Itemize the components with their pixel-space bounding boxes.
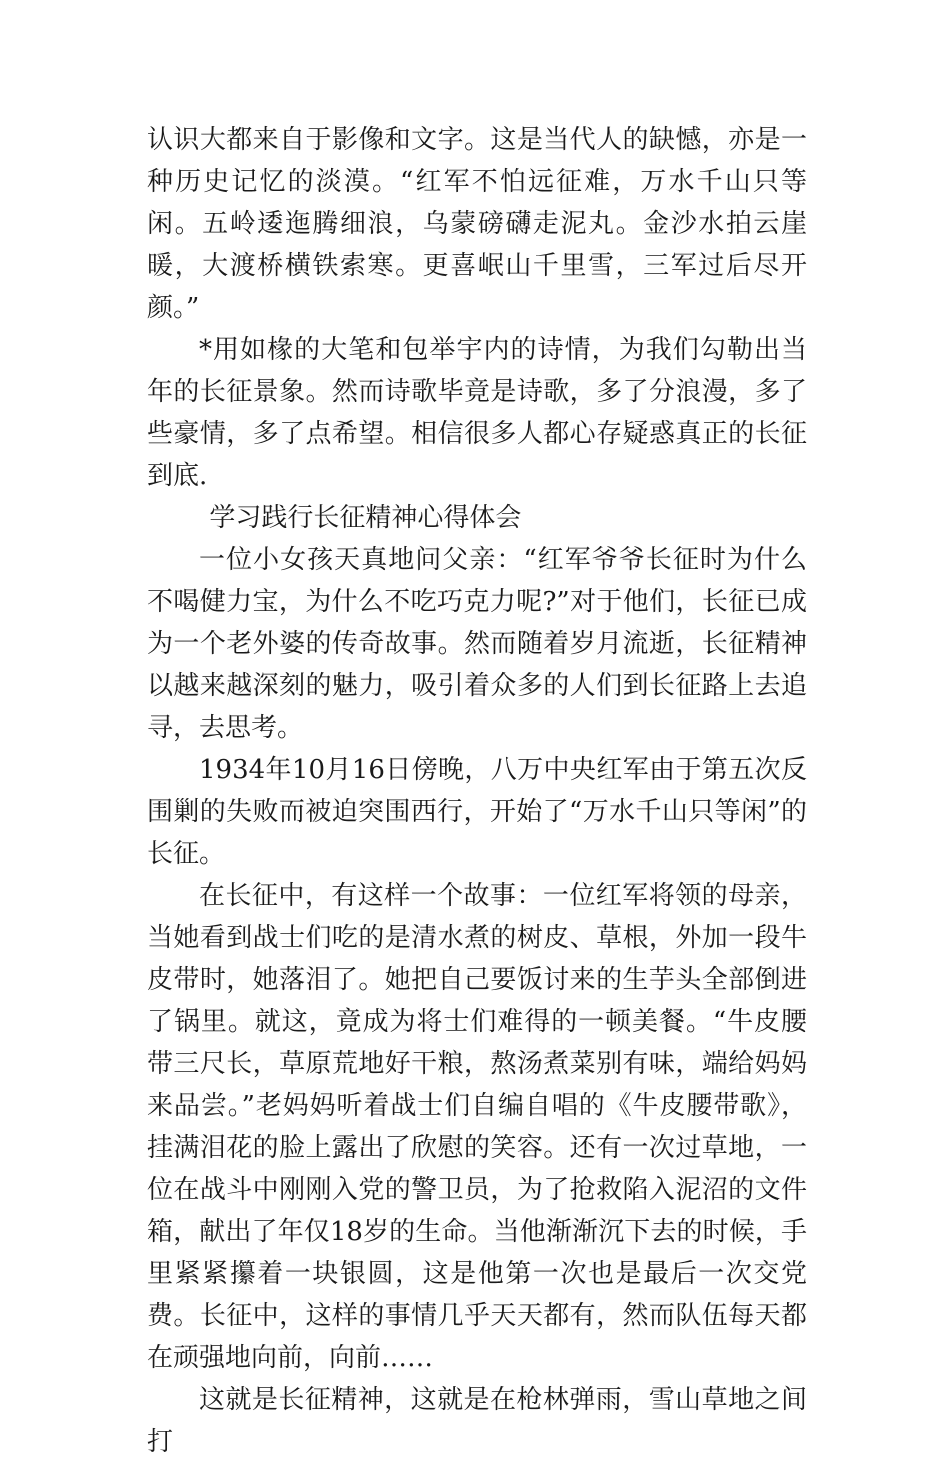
paragraph-story: 在长征中，有这样一个故事：一位红军将领的母亲，当她看到战士们吃的是清水煮的树皮、草根，外加一段牛皮带时，她落泪了。她把自己要饭讨来的生芋头全部倒进了锅里。就这，竟成为将士们难得的一顿美餐。“牛皮腰带三尺长，草原荒地好干粮，熬汤煮菜别有味，端给妈妈来品尝。”老妈妈听着战士们自编自唱的《牛皮腰带歌》，挂满泪花的脸上露出了欣慰的笑容。还有一次过草地，一位在战斗中刚刚入党的警卫员，为了抢救陷入泥沼的文件箱，献出了年仅18岁的生命。当他渐渐沉下去的时候，手里紧紧攥着一块银圆，这是他第一次也是最后一次交党费。长征中，这样的事情几乎天天都有，然而队伍每天都在顽强地向前，向前…… bbox=[147, 881, 807, 1373]
document-body bbox=[147, 119, 807, 1463]
paragraph-spirit: 这就是长征精神，这就是在枪林弹雨，雪山草地之间打 bbox=[147, 1385, 807, 1457]
paragraph-poem-commentary: *用如椽的大笔和包举宇内的诗情，为我们勾勒出当年的长征景象。然而诗歌毕竟是诗歌，多了分浪漫，多了些豪情，多了点希望。相信很多人都心存疑惑真正的长征到底. bbox=[147, 335, 807, 491]
paragraph-continuation: 认识大都来自于影像和文字。这是当代人的缺憾，亦是一种历史记忆的淡漠。“红军不怕远征难，万水千山只等闲。五岭逶迤腾细浪，乌蒙磅礴走泥丸。金沙水拍云崖暖，大渡桥横铁索寒。更喜岷山千里雪，三军过后尽开颜。” bbox=[147, 125, 807, 323]
section-heading: 学习践行长征精神心得体会 bbox=[209, 503, 522, 533]
paragraph-little-girl: 一位小女孩天真地问父亲：“红军爷爷长征时为什么不喝健力宝，为什么不吃巧克力呢?”对于他们，长征已成为一个老外婆的传奇故事。然而随着岁月流逝，长征精神以越来越深刻的魅力，吸引着众多的人们到长征路上去追寻，去思考。 bbox=[147, 545, 807, 743]
paragraph-1934: 1934年10月16日傍晚，八万中央红军由于第五次反围剿的失败而被迫突围西行，开始了“万水千山只等闲”的长征。 bbox=[147, 755, 807, 869]
